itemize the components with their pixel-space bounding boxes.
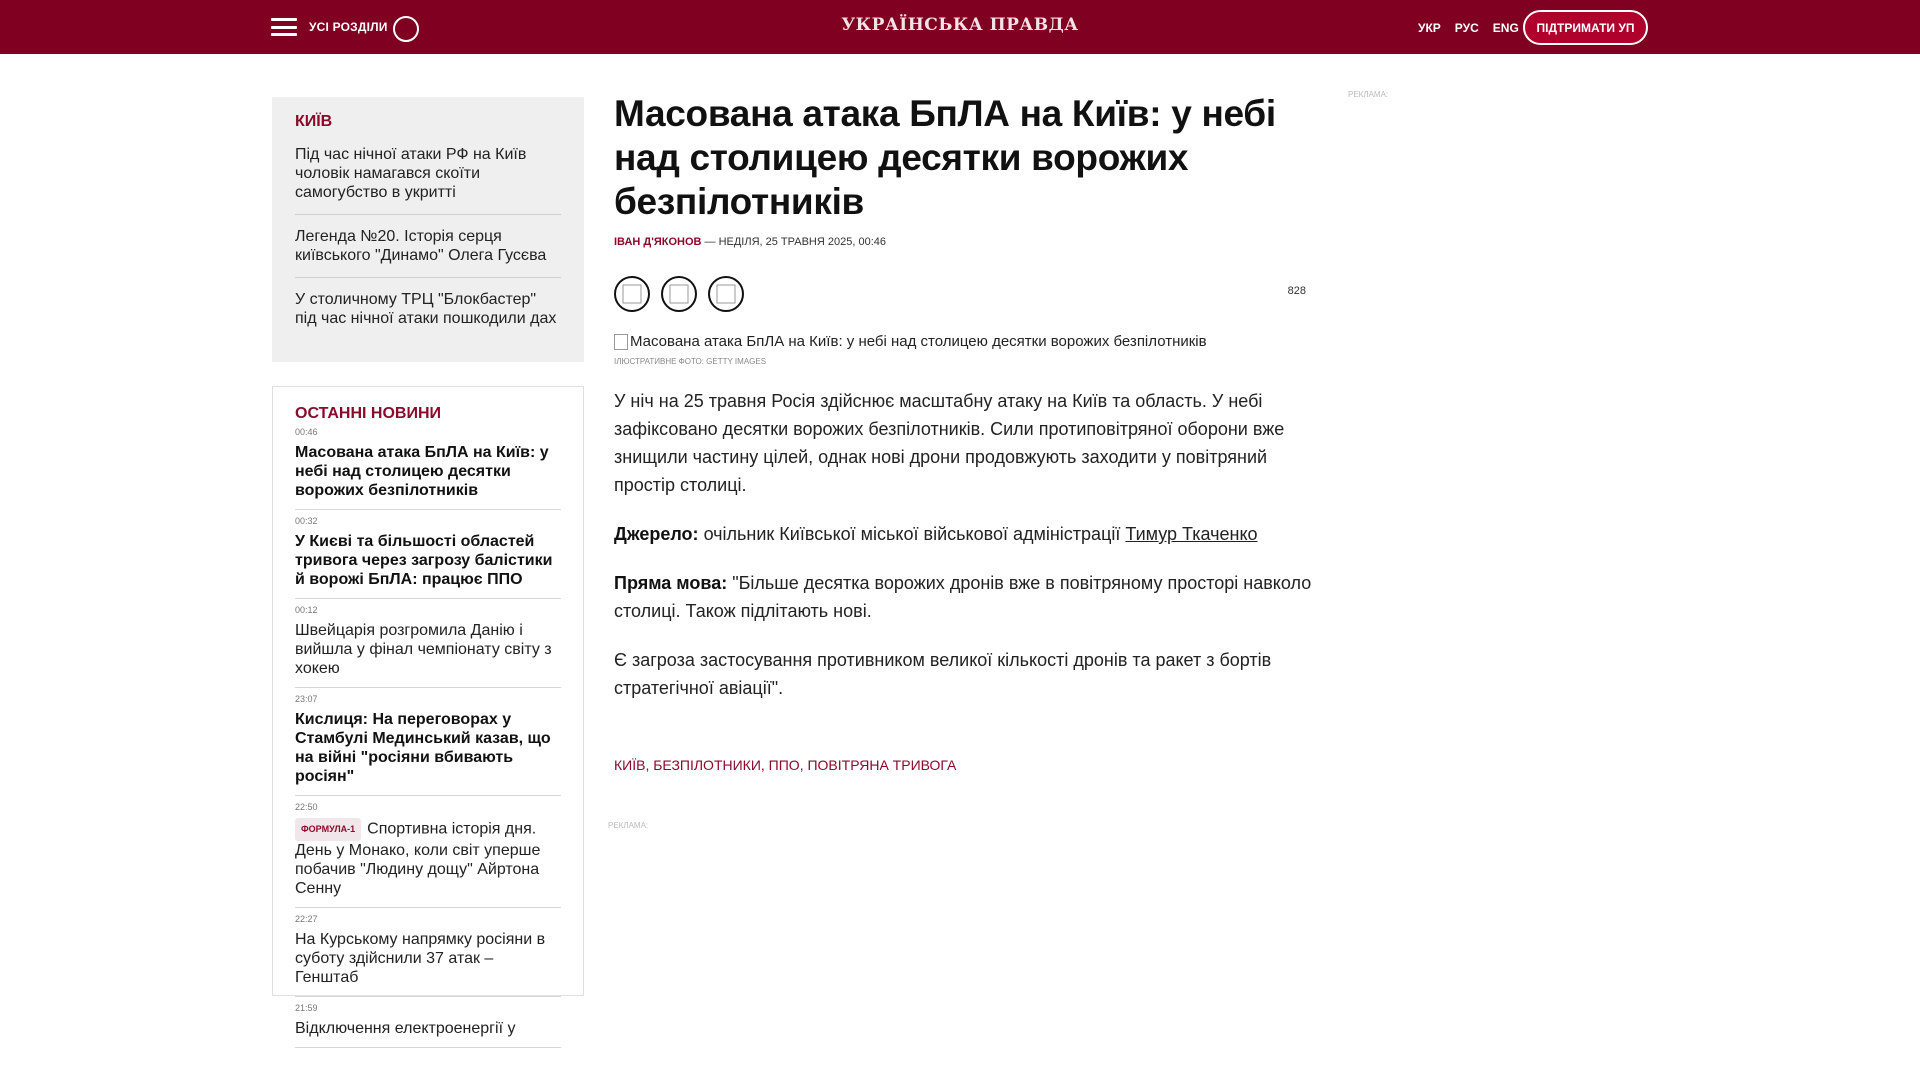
tag-air-raid-alert[interactable]: ПОВІТРЯНА ТРИВОГА: [807, 757, 957, 773]
telegram-icon[interactable]: [661, 276, 697, 312]
latest-news-box: [272, 386, 584, 1037]
kyiv-section-box: [272, 97, 584, 362]
news-time: 00:32: [295, 516, 318, 526]
article-tags: КИЇВ, БЕЗПІЛОТНИКИ, ППО, ПОВІТРЯНА ТРИВОГА: [614, 757, 957, 773]
latest-news-item[interactable]: [295, 605, 561, 688]
article-quote-paragraph: [614, 569, 1314, 625]
kyiv-news-item[interactable]: У столичному ТРЦ "Блокбастер" під час нічної атаки пошкодили дах: [295, 291, 557, 327]
news-headline: [295, 818, 561, 898]
news-headline-text: Швейцарія розгромила Данію і вийшла у фінал чемпіонату світу з хокею: [295, 622, 552, 677]
tag-kyiv[interactable]: КИЇВ: [614, 757, 646, 773]
news-headline: [295, 710, 561, 786]
article: [614, 92, 1314, 773]
latest-news-item[interactable]: [295, 694, 561, 796]
tag-drones[interactable]: БЕЗПІЛОТНИКИ: [653, 757, 761, 773]
publish-date: — НЕДІЛЯ, 25 ТРАВНЯ 2025, 00:46: [701, 236, 886, 248]
search-icon[interactable]: [393, 16, 419, 42]
article-paragraph: У ніч на 25 травня Росія здійснює масштабну атаку на Київ та область. У небі зафіксовано десятки ворожих безпілотників. Сили протиповітряної оборони вже знищили частину цілей, однак нові дрони продовжують заходити у повітряний простір столиці.: [614, 391, 1285, 495]
source-person-link[interactable]: Тимур Ткаченко: [1125, 524, 1258, 544]
top-header: [0, 0, 1920, 54]
news-headline: [295, 443, 561, 500]
news-time: 22:27: [295, 914, 318, 924]
news-headline: [295, 930, 561, 987]
news-headline: [295, 1019, 561, 1038]
article-paragraph: Є загроза застосування противником великої кількості дронів та ракет з бортів стратегічної авіації".: [614, 650, 1272, 698]
facebook-icon[interactable]: [614, 276, 650, 312]
all-sections-label: УСІ РОЗДІЛИ: [309, 20, 388, 34]
tag-air-defense[interactable]: ППО: [768, 757, 800, 773]
share-row: [614, 276, 1314, 312]
support-button[interactable]: ПІДТРИМАТИ УП: [1523, 10, 1648, 45]
kyiv-news-item[interactable]: Легенда №20. Історія серця київського "Динамо" Олега Гусєва: [295, 227, 561, 278]
latest-news-title[interactable]: ОСТАННІ НОВИНИ: [295, 405, 442, 422]
lang-ukr-link[interactable]: УКР: [1418, 21, 1441, 35]
news-headline: [295, 532, 561, 589]
latest-news-item[interactable]: [295, 427, 561, 510]
article-image-alt: Масована атака БпЛА на Київ: у небі над столицею десятки ворожих безпілотників: [630, 333, 1207, 350]
news-time: 21:59: [295, 1003, 318, 1013]
lang-eng-link[interactable]: ENG: [1492, 21, 1519, 35]
source-label: Джерело:: [614, 524, 699, 544]
latest-news-item[interactable]: [295, 516, 561, 599]
article-source-paragraph: [614, 520, 1314, 548]
latest-news-item[interactable]: [295, 1003, 561, 1048]
news-headline-text: У Києві та більшості областей тривога через загрозу балістики й ворожі БпЛА: працює ППО: [295, 533, 553, 588]
news-time: 00:12: [295, 605, 318, 615]
news-time: 00:46: [295, 427, 318, 437]
quote-label: Пряма мова:: [614, 573, 728, 593]
views-count: 828: [1287, 285, 1306, 297]
article-image: [614, 333, 1314, 350]
latest-news-list: [295, 427, 561, 1048]
language-switcher: [1418, 21, 1519, 35]
news-headline-text: Відключення електроенергії у: [295, 1020, 516, 1037]
news-headline-text: Кислиця: На переговорах у Стамбулі Мединський казав, що на війні "росіяни вбивають росіян": [295, 711, 551, 785]
author-link[interactable]: ІВАН Д'ЯКОНОВ: [614, 236, 702, 248]
lang-rus-link[interactable]: РУС: [1454, 21, 1479, 35]
news-headline: [295, 621, 561, 678]
news-headline-text: На Курському напрямку росіяни в суботу здійснили 37 атак – Генштаб: [295, 931, 546, 986]
x-icon[interactable]: [708, 276, 744, 312]
quote-text: "Більше десятка ворожих дронів вже в повітряному просторі навколо столиці. Також підлітають нові.: [614, 573, 1312, 621]
news-headline-text: Спортивна історія дня. День у Монако, коли світ уперше побачив "Людину дощу" Айртона Сенну: [295, 820, 541, 897]
news-time: 22:50: [295, 802, 318, 812]
kyiv-section-title[interactable]: КИЇВ: [295, 113, 333, 130]
all-sections-menu-button[interactable]: [271, 18, 388, 36]
site-logo: УКРАЇНСЬКА ПРАВДА: [841, 15, 1079, 35]
source-text: очільник Київської міської військової адміністрації: [698, 524, 1126, 544]
article-headline: Масована атака БпЛА на Київ: у небі над столицею десятки ворожих безпілотників: [614, 93, 1276, 222]
category-badge[interactable]: ФОРМУЛА-1: [295, 818, 361, 841]
broken-image-icon: [614, 334, 628, 350]
hamburger-icon: [271, 18, 297, 36]
ad-label: РЕКЛАМА:: [608, 821, 649, 830]
article-byline: [614, 236, 1314, 248]
news-headline-text: Масована атака БпЛА на Київ: у небі над столицею десятки ворожих безпілотників: [295, 444, 549, 499]
kyiv-news-item[interactable]: Під час нічної атаки РФ на Київ чоловік намагався скоїти самогубство в укритті: [295, 145, 561, 215]
latest-news-item[interactable]: [295, 914, 561, 997]
ad-label: РЕКЛАМА:: [1348, 90, 1389, 99]
image-caption: ІЛЮСТРАТИВНЕ ФОТО: GETTY IMAGES: [614, 357, 767, 366]
latest-news-item[interactable]: [295, 802, 561, 908]
news-time: 23:07: [295, 694, 318, 704]
